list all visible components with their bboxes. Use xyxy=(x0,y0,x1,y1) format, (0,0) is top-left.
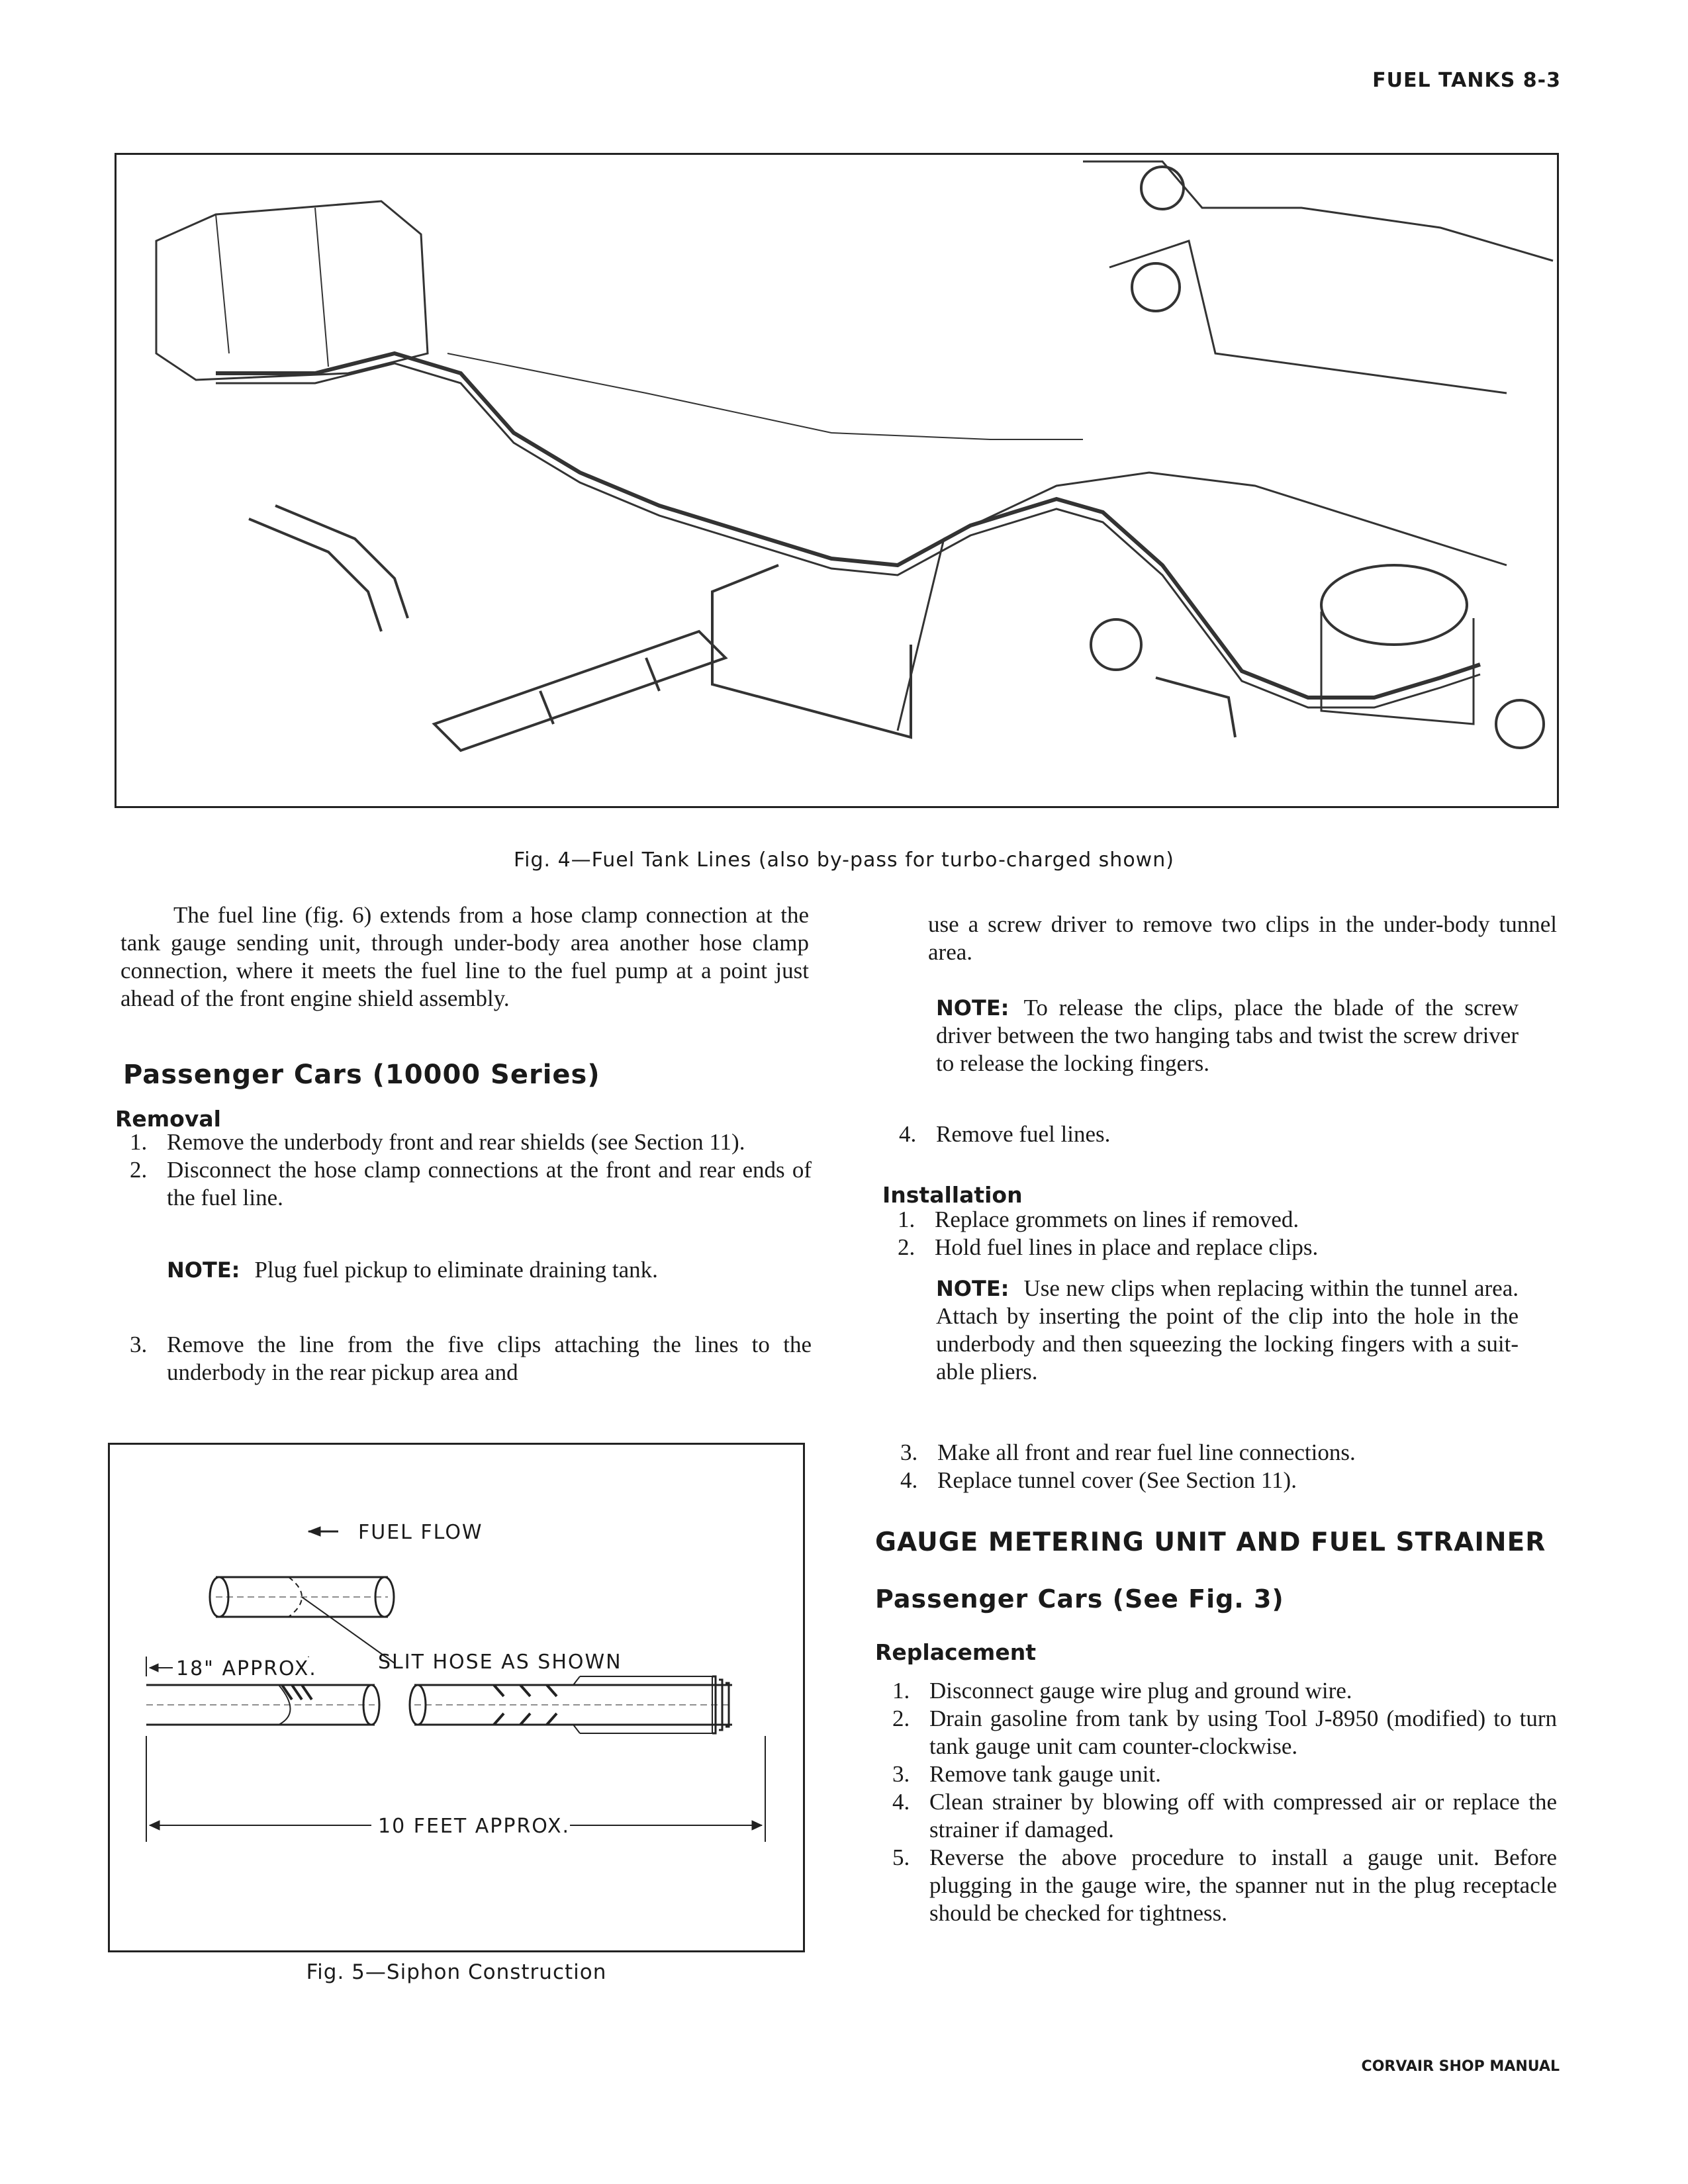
step-text: Drain gasoline from tank by using Tool J-8950 (modified) to turn tank gauge unit cam counter-clockwise. xyxy=(929,1706,1557,1759)
list-item xyxy=(892,1760,1557,1788)
step-text: Remove fuel lines. xyxy=(936,1121,1111,1147)
step-text: Disconnect the hose clamp connections at the front and rear ends of the fuel line. xyxy=(167,1157,812,1210)
ten-feet-label: 10 FEET APPROX. xyxy=(378,1815,571,1838)
list-item xyxy=(900,1467,1536,1494)
step-number: 1. xyxy=(130,1129,148,1155)
fuel-tank-lines-drawing xyxy=(117,155,1557,806)
section-heading-passenger-cars: Passenger Cars (10000 Series) xyxy=(123,1060,600,1090)
step-text: Reverse the above procedure to install a gauge unit. Before plugging in the gauge wire, the spanner nut in the plug receptacle should be checked for tightness. xyxy=(929,1844,1557,1926)
list-item xyxy=(892,1844,1557,1927)
installation-steps xyxy=(898,1206,1533,1261)
installation-steps-2 xyxy=(900,1439,1536,1494)
step-text: Remove the line from the five clips attaching the lines to the underbody in the rear pickup area and xyxy=(167,1332,812,1385)
fuel-flow-label: FUEL FLOW xyxy=(358,1521,483,1544)
step-number: 2. xyxy=(130,1157,148,1183)
list-item xyxy=(892,1788,1557,1844)
note-text: Use new clips when replacing within the tunnel area. Attach by inserting the point of the clip into the hole in the underbody and then squeezing the locking fingers with a suit-able pliers. xyxy=(936,1275,1519,1385)
removal-steps xyxy=(130,1128,812,1212)
note-label: NOTE: xyxy=(167,1257,240,1283)
step-text: Disconnect gauge wire plug and ground wire. xyxy=(929,1678,1352,1704)
intro-paragraph: The fuel line (fig. 6) extends from a hose clamp connection at the tank gauge sending unit, through under-body area another hose clamp connection, where it meets the fuel line to the fuel pump at a point just ahead of the front engine shield assembly. xyxy=(120,902,809,1011)
removal-step-3 xyxy=(130,1331,812,1387)
fig5-illustration xyxy=(108,1443,805,1952)
step-number: 3. xyxy=(130,1332,148,1357)
approx-18-label: 18" APPROX. xyxy=(176,1657,317,1680)
list-item xyxy=(130,1156,812,1212)
slit-hose-label: SLIT HOSE AS SHOWN xyxy=(378,1651,622,1674)
list-item xyxy=(892,1705,1557,1760)
note-label: NOTE: xyxy=(936,1276,1009,1301)
step-number: 4. xyxy=(900,1467,918,1493)
removal-step-4 xyxy=(899,1120,1534,1148)
note-text: Plug fuel pickup to eliminate draining tank. xyxy=(254,1257,658,1283)
subheading-passenger-cars: Passenger Cars (See Fig. 3) xyxy=(875,1584,1284,1614)
replacement-heading: Replacement xyxy=(875,1639,1036,1665)
step-text: Clean strainer by blowing off with compressed air or replace the strainer if damaged. xyxy=(929,1789,1557,1843)
list-item xyxy=(900,1439,1536,1467)
step-number: 4. xyxy=(899,1121,917,1147)
step-number: 1. xyxy=(892,1678,910,1704)
list-item xyxy=(898,1234,1533,1261)
removal-heading: Removal xyxy=(115,1106,221,1132)
step-number: 5. xyxy=(892,1844,910,1870)
installation-heading: Installation xyxy=(882,1182,1023,1208)
removal-step-3-continued: use a screw driver to remove two clips in the under-body tunnel area. xyxy=(928,911,1557,965)
list-item xyxy=(130,1128,812,1156)
step-text: Replace tunnel cover (See Section 11). xyxy=(937,1467,1297,1493)
page-footer: CORVAIR SHOP MANUAL xyxy=(1361,2058,1560,2075)
step-number: 3. xyxy=(900,1439,918,1465)
note-text: To release the clips, place the blade of the screw driver between the two hanging tabs and twist the screw driver to release the locking fingers. xyxy=(936,995,1519,1076)
step-number: 3. xyxy=(892,1761,910,1787)
replacement-steps xyxy=(892,1677,1557,1927)
step-text: Remove the underbody front and rear shields (see Section 11). xyxy=(167,1129,745,1155)
list-item xyxy=(898,1206,1533,1234)
removal-note-1 xyxy=(167,1256,763,1284)
step-text: Replace grommets on lines if removed. xyxy=(935,1206,1299,1232)
page-header: FUEL TANKS 8-3 xyxy=(1372,69,1561,92)
step-text: Make all front and rear fuel line connections. xyxy=(937,1439,1356,1465)
step-text: Remove tank gauge unit. xyxy=(929,1761,1161,1787)
installation-note xyxy=(936,1275,1519,1386)
fig4-illustration xyxy=(115,153,1559,808)
step-number: 2. xyxy=(898,1234,915,1260)
section-heading-gauge-metering: GAUGE METERING UNIT AND FUEL STRAINER xyxy=(875,1527,1546,1557)
note-label: NOTE: xyxy=(936,995,1009,1021)
step-number: 1. xyxy=(898,1206,915,1232)
step-number: 4. xyxy=(892,1789,910,1815)
removal-note-2 xyxy=(936,994,1519,1077)
list-item xyxy=(892,1677,1557,1705)
step-number: 2. xyxy=(892,1706,910,1731)
step-text: Hold fuel lines in place and replace clips. xyxy=(935,1234,1319,1260)
fig4-caption: Fig. 4—Fuel Tank Lines (also by-pass for turbo-charged shown) xyxy=(514,848,1174,872)
fig5-caption: Fig. 5—Siphon Construction xyxy=(306,1960,607,1984)
